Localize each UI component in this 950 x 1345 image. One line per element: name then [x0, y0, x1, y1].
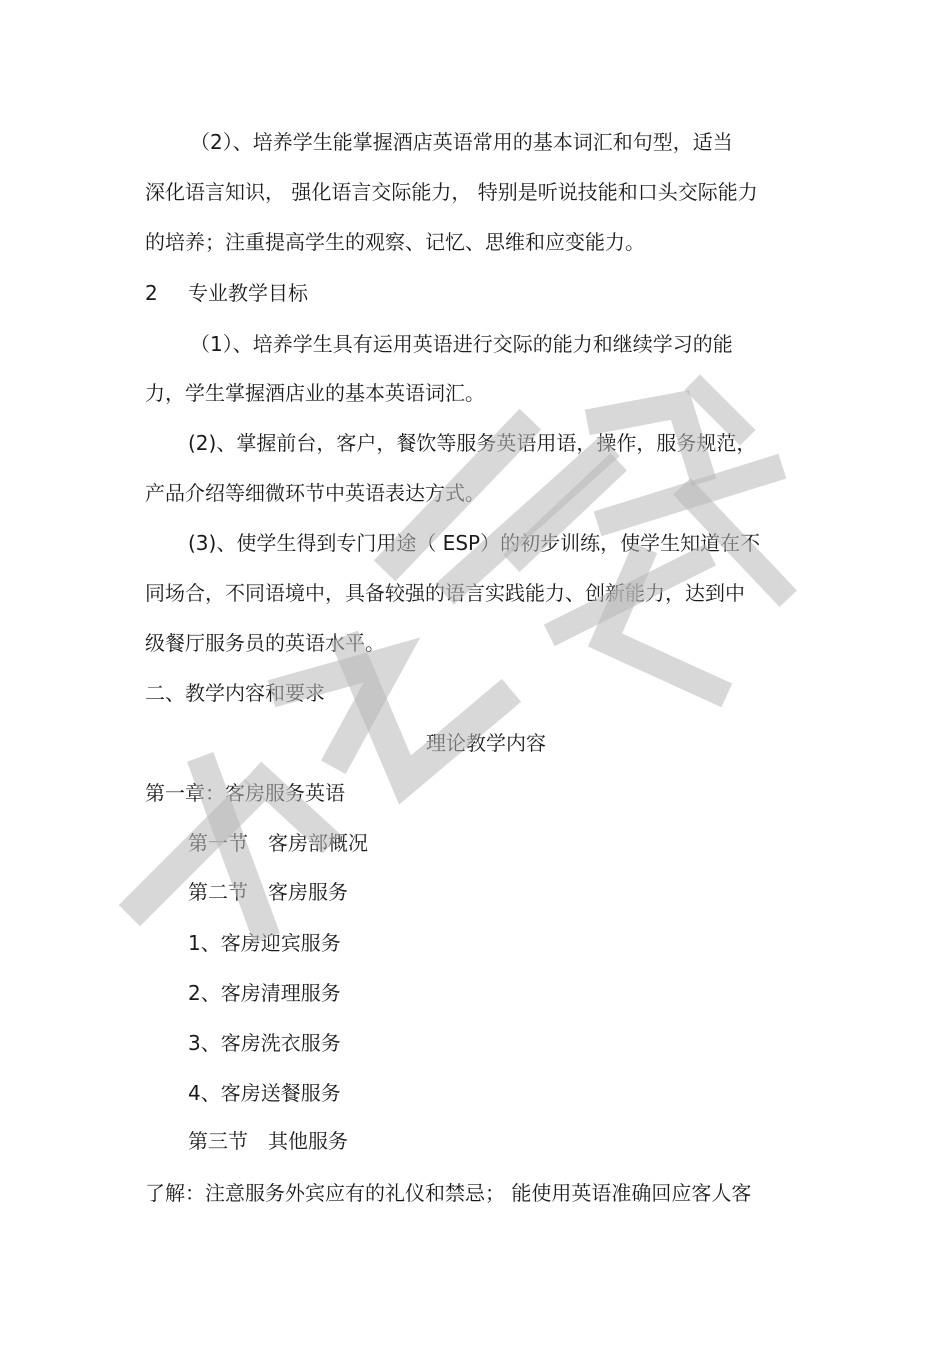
section-3-label: 第三节: [188, 1129, 248, 1153]
section-1-label: 第一节: [188, 831, 248, 855]
section-1-title: 客房部概况: [268, 831, 368, 855]
objective-3-line-1: (3)、使学生得到专门用途（ ESP）的初步训练，使学生知道在不: [188, 531, 761, 555]
chapter-1-title: 第一章：客房服务英语: [145, 781, 345, 805]
objective-3-line-3: 级餐厅服务员的英语水平。: [145, 631, 385, 655]
section-3-title: 其他服务: [268, 1129, 348, 1153]
objective-2-line-2: 产品介绍等细微环节中英语表达方式。: [145, 481, 485, 505]
section-2-heading: [188, 878, 348, 906]
paragraph-2-line-1: （2）、培养学生能掌握酒店英语常用的基本词汇和句型，适当: [190, 130, 733, 154]
theory-heading: 理论教学内容: [426, 731, 546, 755]
section-2-name: 客房服务: [268, 880, 348, 904]
list-item: 2、客房清理服务: [188, 981, 341, 1005]
list-item: 1、客房迎宾服务: [188, 931, 341, 955]
understand-line: 了解：注意服务外宾应有的礼仪和禁忌； 能使用英语准确回应客人客: [145, 1181, 752, 1205]
section-2-label: 第二节: [188, 880, 248, 904]
objective-1-line-1: （1）、培养学生具有运用英语进行交际的能力和继续学习的能: [190, 332, 733, 356]
paragraph-2-line-2: 深化语言知识， 强化语言交际能力， 特别是听说技能和口头交际能力: [145, 180, 758, 204]
objective-2-line-1: (2)、掌握前台，客户，餐饮等服务英语用语，操作，服务规范，: [188, 431, 757, 455]
paragraph-2-line-3: 的培养；注重提高学生的观察、记忆、思维和应变能力。: [145, 230, 645, 254]
section-3-heading: [188, 1127, 348, 1155]
list-item: 3、客房洗衣服务: [188, 1031, 341, 1055]
part-2-heading: 二、教学内容和要求: [145, 681, 325, 705]
section-2-title: 专业教学目标: [188, 281, 308, 305]
objective-1-line-2: 力，学生掌握酒店业的基本英语词汇。: [145, 381, 485, 405]
section-2-number: 2: [145, 281, 158, 305]
objective-3-line-2: 同场合，不同语境中，具备较强的语言实践能力、创新能力，达到中: [145, 581, 745, 605]
section-1-heading: [188, 829, 368, 857]
list-item: 4、客房送餐服务: [188, 1081, 341, 1105]
